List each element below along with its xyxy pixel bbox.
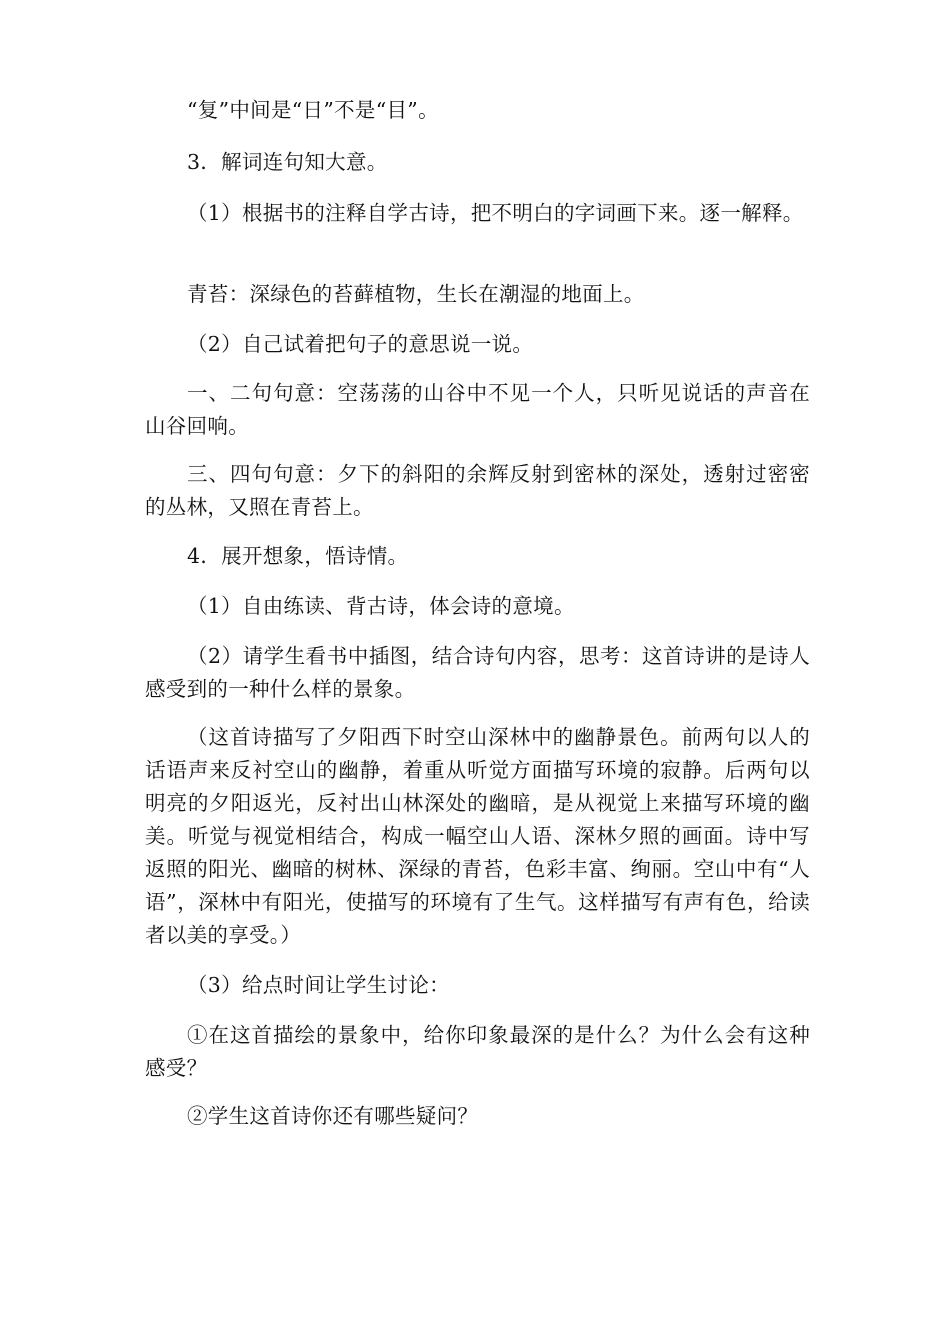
paragraph-lines-1-2-meaning: 一、二句句意：空荡荡的山谷中不见一个人，只听见说话的声音在山谷回响。 <box>145 381 810 438</box>
paragraph-question-1: ①在这首描绘的景象中，给你印象最深的是什么？为什么会有这种感受？ <box>145 1023 810 1080</box>
paragraph-discussion: （3）给点时间让学生讨论： <box>187 973 450 997</box>
paragraph-free-reading: （1）自由练读、背古诗，体会诗的意境。 <box>187 594 575 618</box>
paragraph-poem-analysis: （这首诗描写了夕阳西下时空山深林中的幽静景色。前两句以人的话语声来反衬空山的幽静，着重从听觉方面描写环境的寂静。后两句以明亮的夕阳返光，反衬出山林深处的幽暗，是从视觉上来描写环境的幽美。听觉与视觉相结合，构成一幅空山人语、深林夕照的画面。诗中写返照的阳光、幽暗的树林、深绿的青苔，色彩丰富、绚丽。空山中有“人语”，深林中有阳光，使描写的环境有了生气。这样描写有声有色，给读者以美的享受。） <box>145 725 810 947</box>
paragraph-question-2: ②学生这首诗你还有哪些疑问？ <box>187 1104 479 1128</box>
heading-step-3: 3．解词连句知大意。 <box>187 150 388 174</box>
paragraph-view-illustration: （2）请学生看书中插图，结合诗句内容，思考：这首诗讲的是诗人感受到的一种什么样的景象。 <box>145 644 810 701</box>
paragraph-try-explain: （2）自己试着把句子的意思说一说。 <box>187 332 534 356</box>
paragraph-self-study: （1）根据书的注释自学古诗，把不明白的字词画下来。逐一解释。 <box>187 201 804 225</box>
paragraph-fu-note: “复”中间是“日”不是“目”。 <box>187 98 439 122</box>
paragraph-qingtai-definition: 青苔：深绿色的苔藓植物，生长在潮湿的地面上。 <box>187 282 645 306</box>
paragraph-lines-3-4-meaning: 三、四句句意：夕下的斜阳的余辉反射到密林的深处，透射过密密的丛林，又照在青苔上。 <box>145 462 810 519</box>
heading-step-4: 4．展开想象，悟诗情。 <box>187 544 409 568</box>
